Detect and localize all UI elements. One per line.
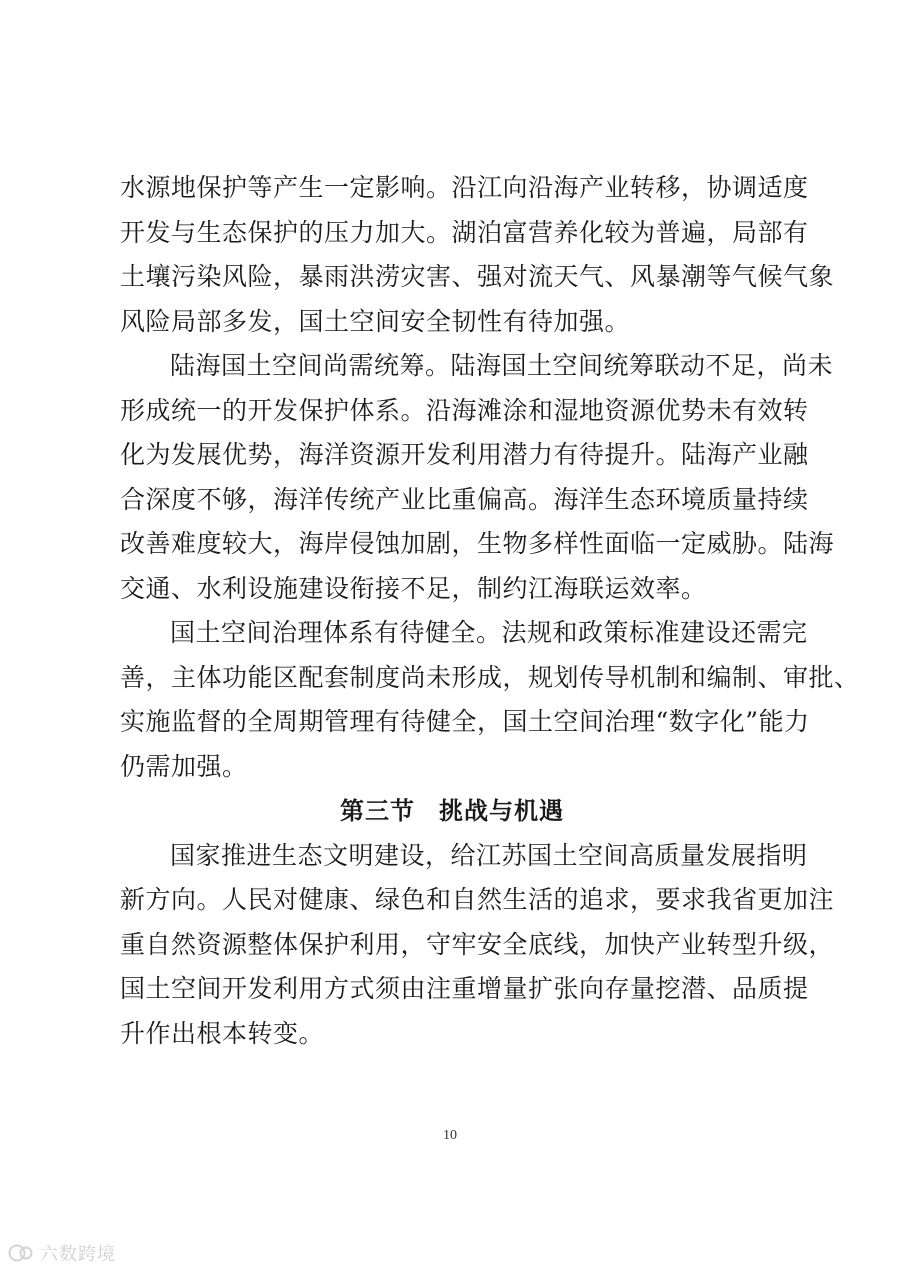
watermark-logo-icon <box>8 1242 34 1264</box>
paragraph-3 <box>120 611 860 789</box>
paragraph-4 <box>120 834 835 1057</box>
text-line: 仍需加强。 <box>120 751 248 781</box>
watermark <box>8 1240 116 1266</box>
text-line: 化为发展优势，海洋资源开发利用潜力有待提升。陆海产业融 <box>120 440 809 469</box>
text-line: 水源地保护等产生一定影响。沿江向沿海产业转移，协调适度 <box>120 173 809 202</box>
text-line: 新方向。人民对健康、绿色和自然生活的追求，要求我省更加注 <box>120 885 835 914</box>
paragraph-2 <box>120 344 835 611</box>
text-line: 国土空间开发利用方式须由注重增量扩张向存量挖潜、品质提 <box>120 974 809 1003</box>
text-line: 重自然资源整体保护利用，守牢安全底线，加快产业转型升级， <box>120 929 835 959</box>
text-line: 实施监督的全周期管理有待健全，国土空间治理“数字化”能力 <box>120 707 810 736</box>
text-line: 形成统一的开发保护体系。沿海滩涂和湿地资源优势未有效转 <box>120 395 809 425</box>
paragraph-1 <box>120 166 835 344</box>
text-line: 升作出根本转变。 <box>120 1018 325 1048</box>
text-line: 开发与生态保护的压力加大。湖泊富营养化较为普遍，局部有 <box>120 217 809 247</box>
section-title: 挑战与机遇 <box>439 797 564 825</box>
text-line: 土壤污染风险，暴雨洪涝灾害、强对流天气、风暴潮等气候气象 <box>120 262 835 291</box>
text-line: 改善难度较大，海岸侵蚀加剧，生物多样性面临一定威胁。陆海 <box>120 529 835 558</box>
section-number: 第三节 <box>340 797 415 825</box>
text-line: 国家推进生态文明建设，给江苏国土空间高质量发展指明 <box>170 840 808 870</box>
page-content <box>120 166 860 1056</box>
watermark-text: 六数跨境 <box>40 1244 116 1265</box>
text-line: 合深度不够，海洋传统产业比重偏高。海洋生态环境质量持续 <box>120 484 809 514</box>
text-line: 陆海国土空间尚需统筹。陆海国土空间统筹联动不足，尚未 <box>170 351 834 380</box>
section-heading <box>120 789 784 834</box>
text-line: 善，主体功能区配套制度尚未形成，规划传导机制和编制、审批、 <box>120 662 860 692</box>
text-line: 风险局部多发，国土空间安全韧性有待加强。 <box>120 306 631 336</box>
text-line: 国土空间治理体系有待健全。法规和政策标准建设还需完 <box>170 618 808 647</box>
page-number: 10 <box>443 1128 457 1143</box>
text-line: 交通、水利设施建设衔接不足，制约江海联运效率。 <box>120 573 707 603</box>
